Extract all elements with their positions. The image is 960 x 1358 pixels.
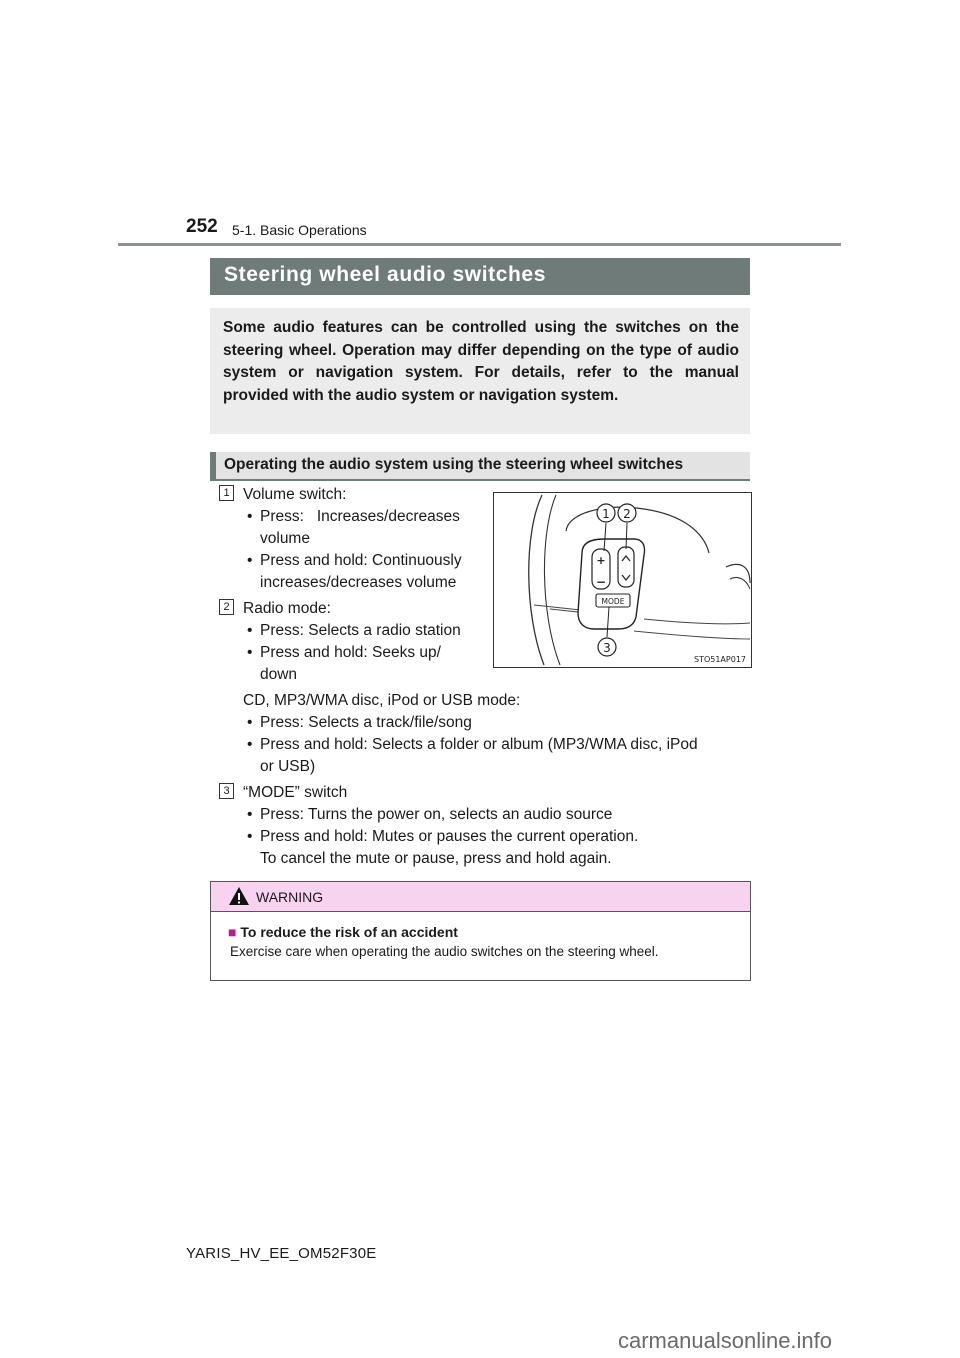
callout-1: 1 xyxy=(219,485,234,501)
item-1-bullet-2-line-1: Press and hold: Continuously xyxy=(260,552,462,569)
item-1-bullet-1-line-2: volume xyxy=(260,530,310,547)
header-rule xyxy=(118,243,841,246)
bullet-dot: • xyxy=(247,806,253,823)
warning-title: WARNING xyxy=(256,889,324,905)
bullet-dot: • xyxy=(247,552,253,569)
item-2-title: Radio mode: xyxy=(243,600,331,617)
bullet-dot: • xyxy=(247,508,253,525)
bullet-dot: • xyxy=(247,644,253,661)
item-1-bullet-2-line-2: increases/decreases volume xyxy=(260,574,457,591)
item-2-bullet-2-line-2: down xyxy=(260,666,298,683)
bullet-dot: • xyxy=(247,828,253,845)
item-1-title: Volume switch: xyxy=(243,486,347,503)
warning-subhead-text: To reduce the risk of an accident xyxy=(240,924,458,940)
item-3-title: “MODE” switch xyxy=(243,784,348,801)
item-2-mode2-bullet-2-line-2: or USB) xyxy=(260,758,316,775)
warning-text: Exercise care when operating the audio switches on the steering wheel. xyxy=(230,944,659,959)
intro-text: Some audio features can be controlled using the switches on the steering wheel. Operation may differ depending on the type of audio system or navigation system. For details, refer to the manual provided with the audio system or navigation system. xyxy=(223,319,739,404)
warning-triangle-icon xyxy=(228,886,250,906)
item-2-bullet-1: Press: Selects a radio station xyxy=(260,622,461,639)
bullet-dot: • xyxy=(247,714,253,731)
item-2-mode2-bullet-1: Press: Selects a track/file/song xyxy=(260,714,472,731)
warning-subhead xyxy=(228,924,458,940)
steering-wheel-figure xyxy=(493,492,752,668)
item-3-bullet-1: Press: Turns the power on, selects an audio source xyxy=(260,806,613,823)
warning-header xyxy=(211,882,750,912)
figure-callout-2: 2 xyxy=(623,507,631,521)
callout-2: 2 xyxy=(219,599,234,615)
figure-callout-1: 1 xyxy=(602,507,610,521)
item-3-bullet-2-line-1: Press and hold: Mutes or pauses the current operation. xyxy=(260,828,639,845)
mode-button-label: MODE xyxy=(601,597,625,606)
item-2-bullet-2-line-1: Press and hold: Seeks up/ xyxy=(260,644,441,661)
watermark: carmanualsonline.info xyxy=(618,1328,833,1353)
svg-text:+: + xyxy=(596,554,606,567)
item-1-bullet-1-line-1: Press: Increases/decreases xyxy=(260,508,460,525)
page-number: 252 xyxy=(186,216,218,237)
steering-wheel-illustration xyxy=(494,493,751,667)
footer-code: YARIS_HV_EE_OM52F30E xyxy=(186,1245,377,1262)
sub-heading xyxy=(210,452,750,481)
warning-subhead-marker: ■ xyxy=(228,924,237,940)
callout-3: 3 xyxy=(219,783,234,799)
item-2-mode2-bullet-2-line-1: Press and hold: Selects a folder or album (MP3/WMA disc, iPod xyxy=(260,736,698,753)
page-title: Steering wheel audio switches xyxy=(224,263,546,286)
item-2-mode2-title: CD, MP3/WMA disc, iPod or USB mode: xyxy=(243,692,521,709)
warning-box xyxy=(210,881,751,981)
item-3-bullet-2-line-2: To cancel the mute or pause, press and hold again. xyxy=(260,850,612,867)
figure-code: STO51AP017 xyxy=(693,655,746,664)
bullet-dot: • xyxy=(247,736,253,753)
figure-callout-3: 3 xyxy=(603,641,611,655)
title-bar xyxy=(210,258,750,295)
bullet-dot: • xyxy=(247,622,253,639)
sub-heading-accent xyxy=(210,452,216,481)
intro-box xyxy=(210,308,750,434)
section-label: 5-1. Basic Operations xyxy=(232,222,367,238)
svg-text:−: − xyxy=(595,575,607,589)
sub-heading-text: Operating the audio system using the steering wheel switches xyxy=(224,456,684,473)
